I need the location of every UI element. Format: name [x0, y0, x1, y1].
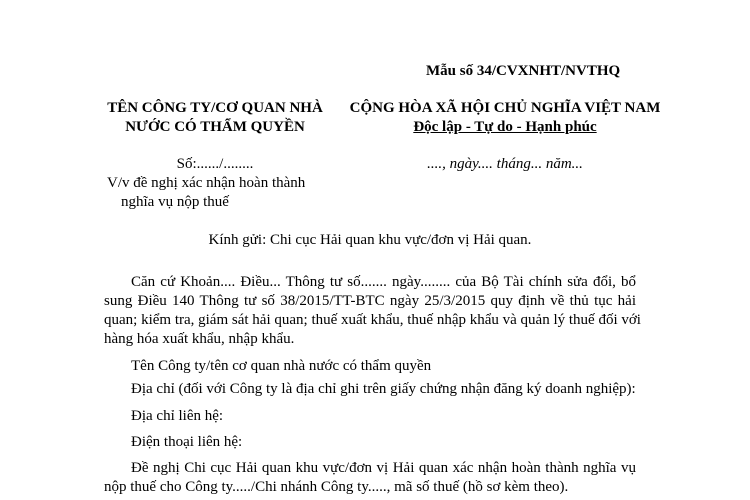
- request-line1: Đề nghị Chi cục Hải quan khu vực/đơn vị Hải quan xác nhận hoàn thành nghĩa vụ: [131, 460, 636, 476]
- subject-line1: V/v đề nghị xác nhận hoàn thành: [107, 175, 306, 191]
- address-line: Địa chỉ (đối với Công ty là địa chỉ ghi trên giấy chứng nhận đăng ký doanh nghiệp):: [131, 381, 636, 397]
- national-motto: Độc lập - Tự do - Hạnh phúc: [413, 119, 597, 135]
- body-para1-line2: sung Điều 140 Thông tư số 38/2015/TT-BTC ngày 25/3/2015 quy định về thủ tục hải: [104, 293, 636, 309]
- issuer-name-line2: NƯỚC CÓ THẨM QUYỀN: [125, 119, 305, 135]
- body-para1-line3: quan; kiểm tra, giám sát hải quan; thuế xuất khẩu, thuế nhập khẩu và quản lý thuế đối với: [104, 312, 641, 328]
- subject-line2: nghĩa vụ nộp thuế: [121, 194, 229, 210]
- body-para1-line4: hàng hóa xuất khẩu, nhập khẩu.: [104, 331, 295, 347]
- contact-address-line: Địa chỉ liên hệ:: [131, 408, 224, 424]
- request-line2: nộp thuế cho Công ty...../Chi nhánh Công ty....., mã số thuế (hồ sơ kèm theo).: [104, 479, 569, 495]
- date-line: ...., ngày.... tháng... năm...: [427, 156, 583, 172]
- contact-phone-line: Điện thoại liên hệ:: [131, 434, 243, 450]
- national-title: CỘNG HÒA XÃ HỘI CHỦ NGHĨA VIỆT NAM: [349, 100, 661, 116]
- company-name-line: Tên Công ty/tên cơ quan nhà nước có thẩm quyền: [131, 358, 432, 374]
- document-number: Số:....../........: [176, 156, 254, 172]
- recipient-line: Kính gửi: Chi cục Hải quan khu vực/đơn vị Hải quan.: [208, 232, 532, 248]
- form-code: Mẫu số 34/CVXNHT/NVTHQ: [426, 63, 621, 79]
- body-para1-line1: Căn cứ Khoản.... Điều... Thông tư số....... ngày........ của Bộ Tài chính sửa đổi, bổ: [131, 274, 636, 290]
- issuer-name-line1: TÊN CÔNG TY/CƠ QUAN NHÀ: [107, 100, 323, 116]
